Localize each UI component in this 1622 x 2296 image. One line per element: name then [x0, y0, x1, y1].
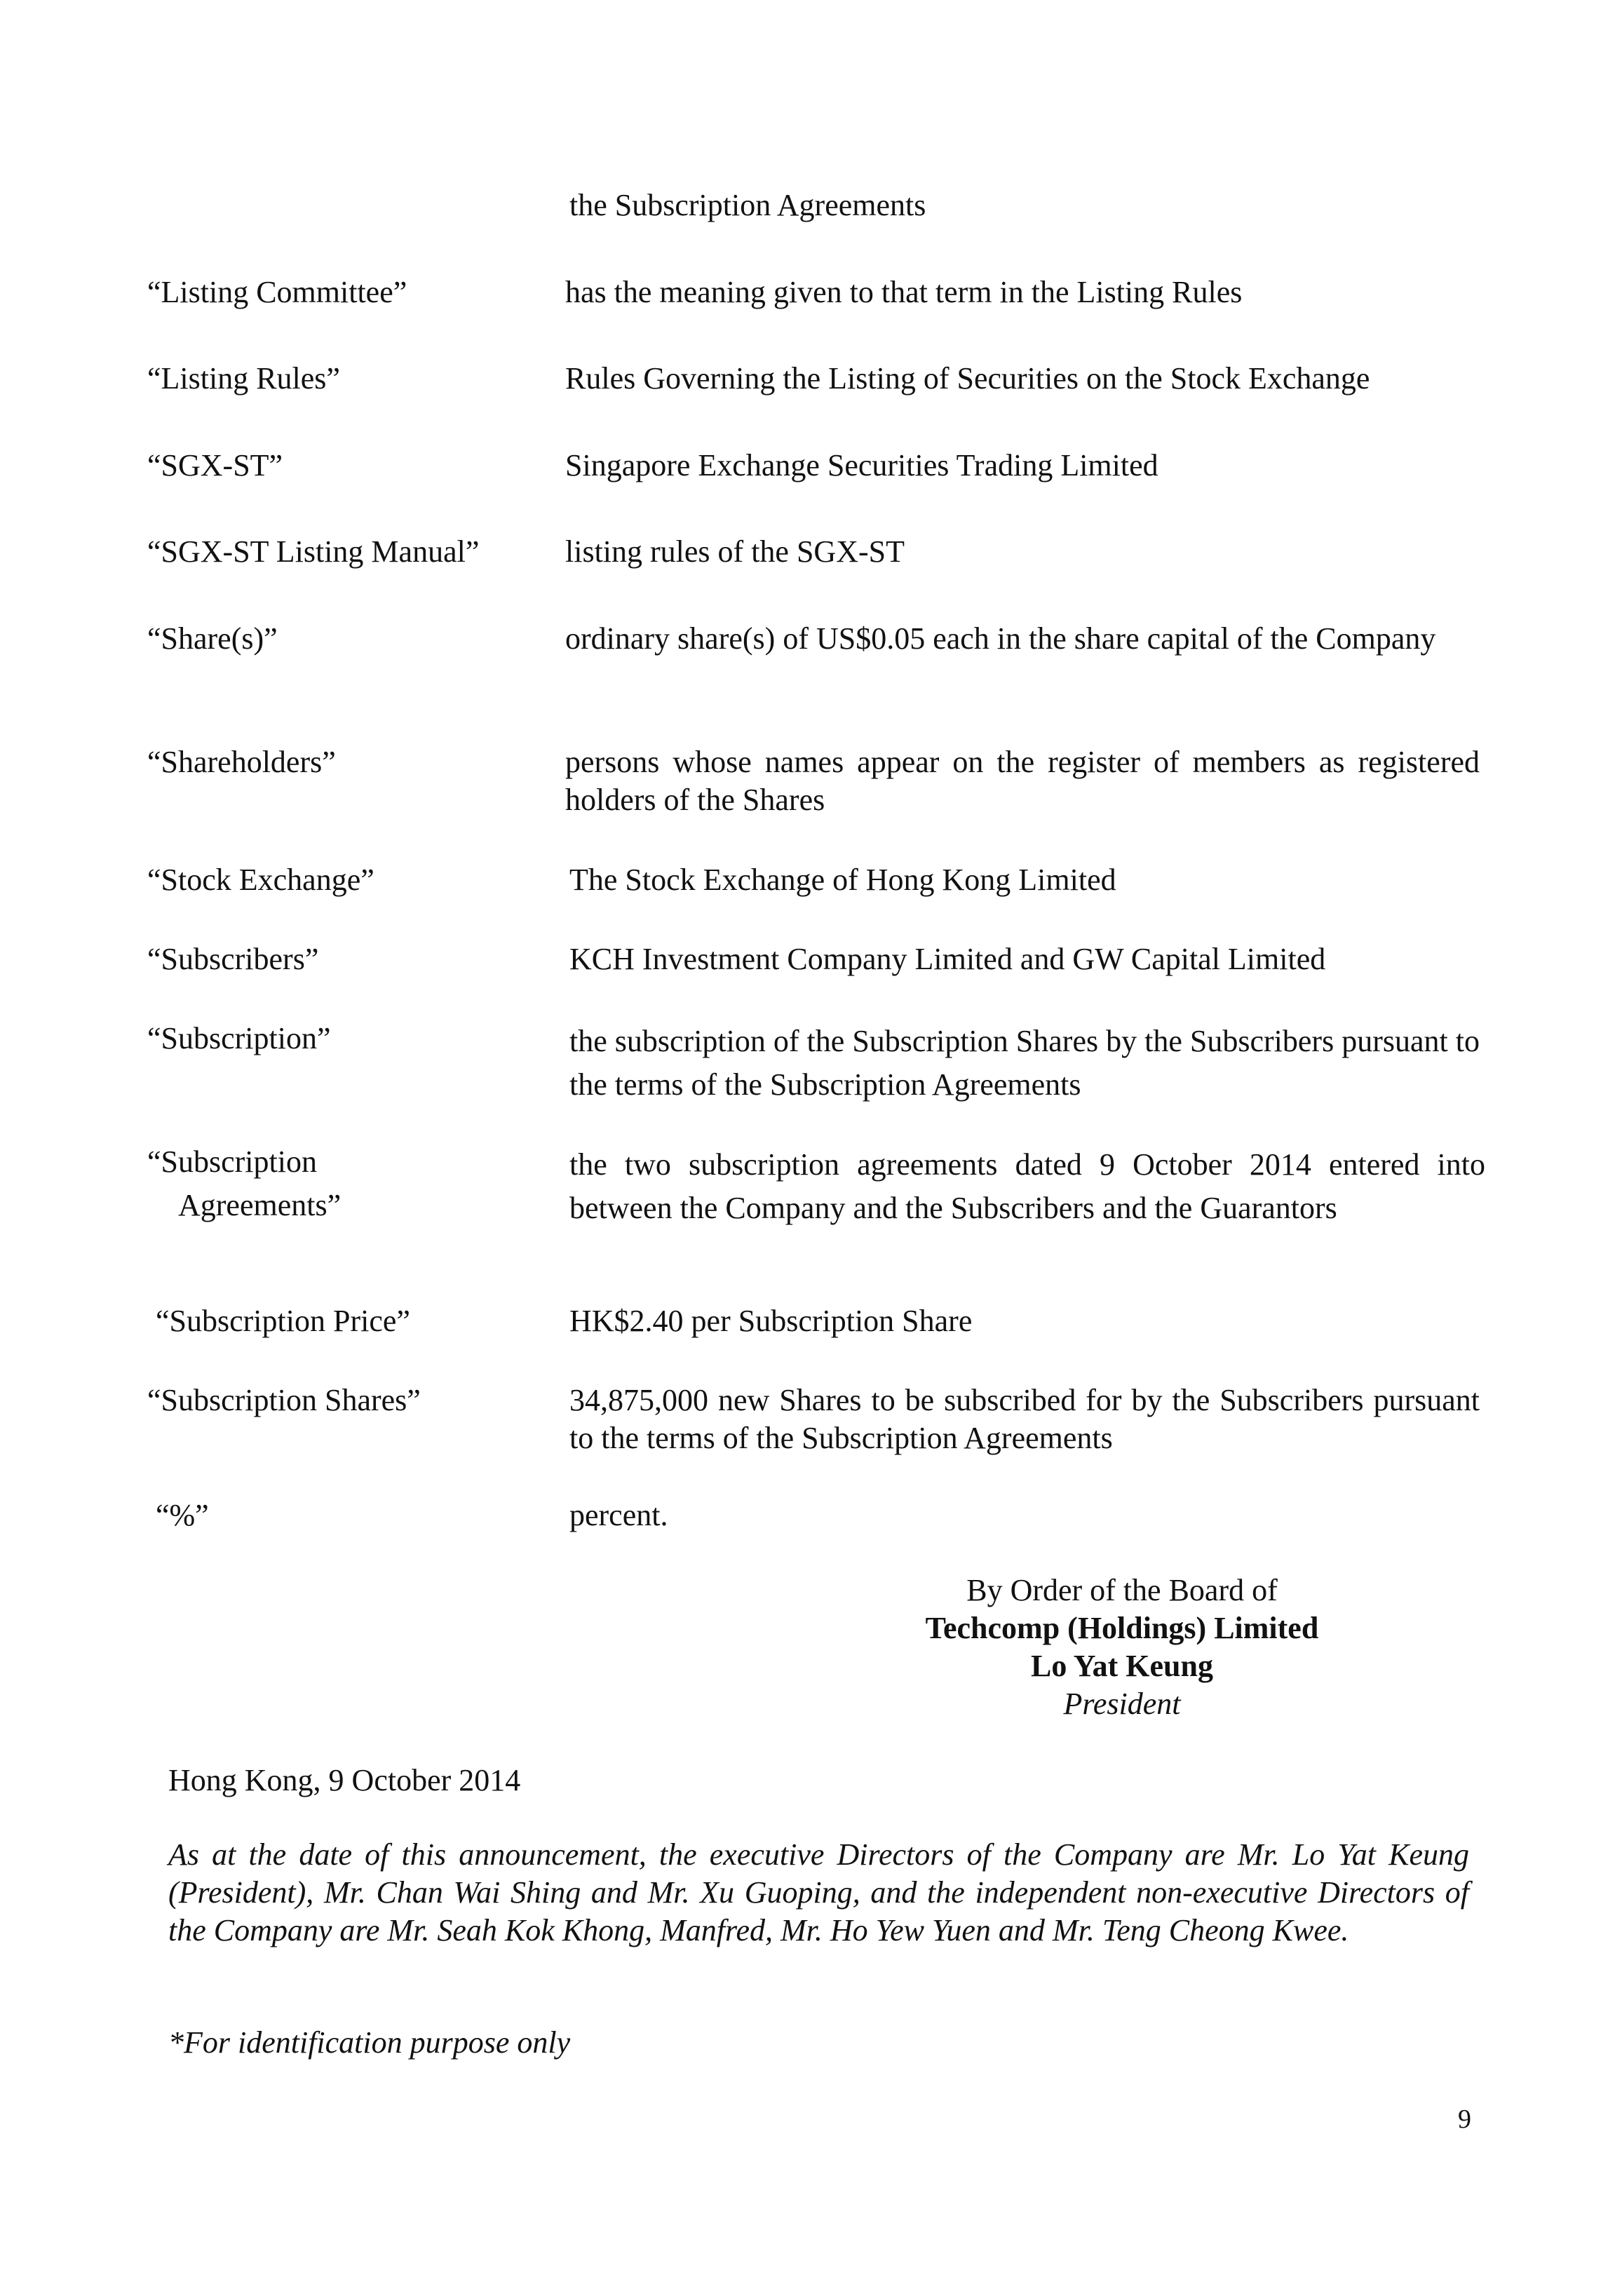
definition-text: percent. [569, 1498, 668, 1532]
definition-term: “Subscription Shares” [147, 1383, 421, 1417]
definition-text: KCH Investment Company Limited and GW Capital Limited [569, 942, 1326, 976]
definition-term: “Subscribers” [147, 942, 319, 976]
signature-title: President [1063, 1687, 1181, 1721]
definition-text: Singapore Exchange Securities Trading Limited [565, 448, 1158, 482]
definition-text: persons whose names appear on the register of members as registered holders of the Shares [565, 745, 1480, 817]
definition-term-continued: Agreements” [178, 1188, 342, 1222]
definition-term: “Subscription Price” [156, 1304, 410, 1338]
definition-text: has the meaning given to that term in the Listing Rules [565, 275, 1243, 309]
definition-text: 34,875,000 new Shares to be subscribed for by the Subscribers pursuant to the terms of the Subscription Agreements [569, 1383, 1480, 1455]
definition-text: the two subscription agreements dated 9 October 2014 entered into between the Company and the Subscribers and the Guarantors [569, 1147, 1485, 1225]
page-number: 9 [1458, 2105, 1471, 2134]
signature-company: Techcomp (Holdings) Limited [925, 1611, 1319, 1645]
signature-name: Lo Yat Keung [1031, 1649, 1213, 1683]
definition-text: The Stock Exchange of Hong Kong Limited [569, 863, 1116, 897]
definition-term: “SGX-ST” [147, 448, 283, 482]
definition-text: ordinary share(s) of US$0.05 each in the share capital of the Company [565, 621, 1436, 656]
definition-term: “Share(s)” [147, 621, 278, 656]
definition-term: “SGX-ST Listing Manual” [147, 534, 480, 569]
directors-note: As at the date of this announcement, the executive Directors of the Company are Mr. Lo Yat Keung (President), Mr. Chan Wai Shing and Mr. Xu Guoping, and the independent non-executive Directors of the Company are Mr. Seah Kok Khong, Manfred, Mr. Ho Yew Yuen and Mr. Teng Cheong Kwee. [168, 1837, 1469, 1947]
definition-term: “Stock Exchange” [147, 863, 374, 897]
definition-term: “Listing Rules” [147, 361, 340, 396]
definition-term: “Listing Committee” [147, 275, 407, 309]
definition-continuation: the Subscription Agreements [569, 188, 926, 222]
definition-term: “Shareholders” [147, 745, 336, 779]
definition-text: listing rules of the SGX-ST [565, 534, 905, 569]
definition-term: “%” [156, 1498, 209, 1532]
definition-term: “Subscription [147, 1144, 317, 1179]
definition-text: the subscription of the Subscription Shares by the Subscribers pursuant to the terms of the Subscription Agreements [569, 1024, 1480, 1102]
definition-text: Rules Governing the Listing of Securities on the Stock Exchange [565, 361, 1370, 396]
definition-text: HK$2.40 per Subscription Share [569, 1304, 973, 1338]
identification-note: *For identification purpose only [168, 2025, 571, 2060]
definition-term: “Subscription” [147, 1021, 331, 1055]
signature-order-line: By Order of the Board of [966, 1573, 1278, 1607]
place-date: Hong Kong, 9 October 2014 [168, 1763, 521, 1797]
